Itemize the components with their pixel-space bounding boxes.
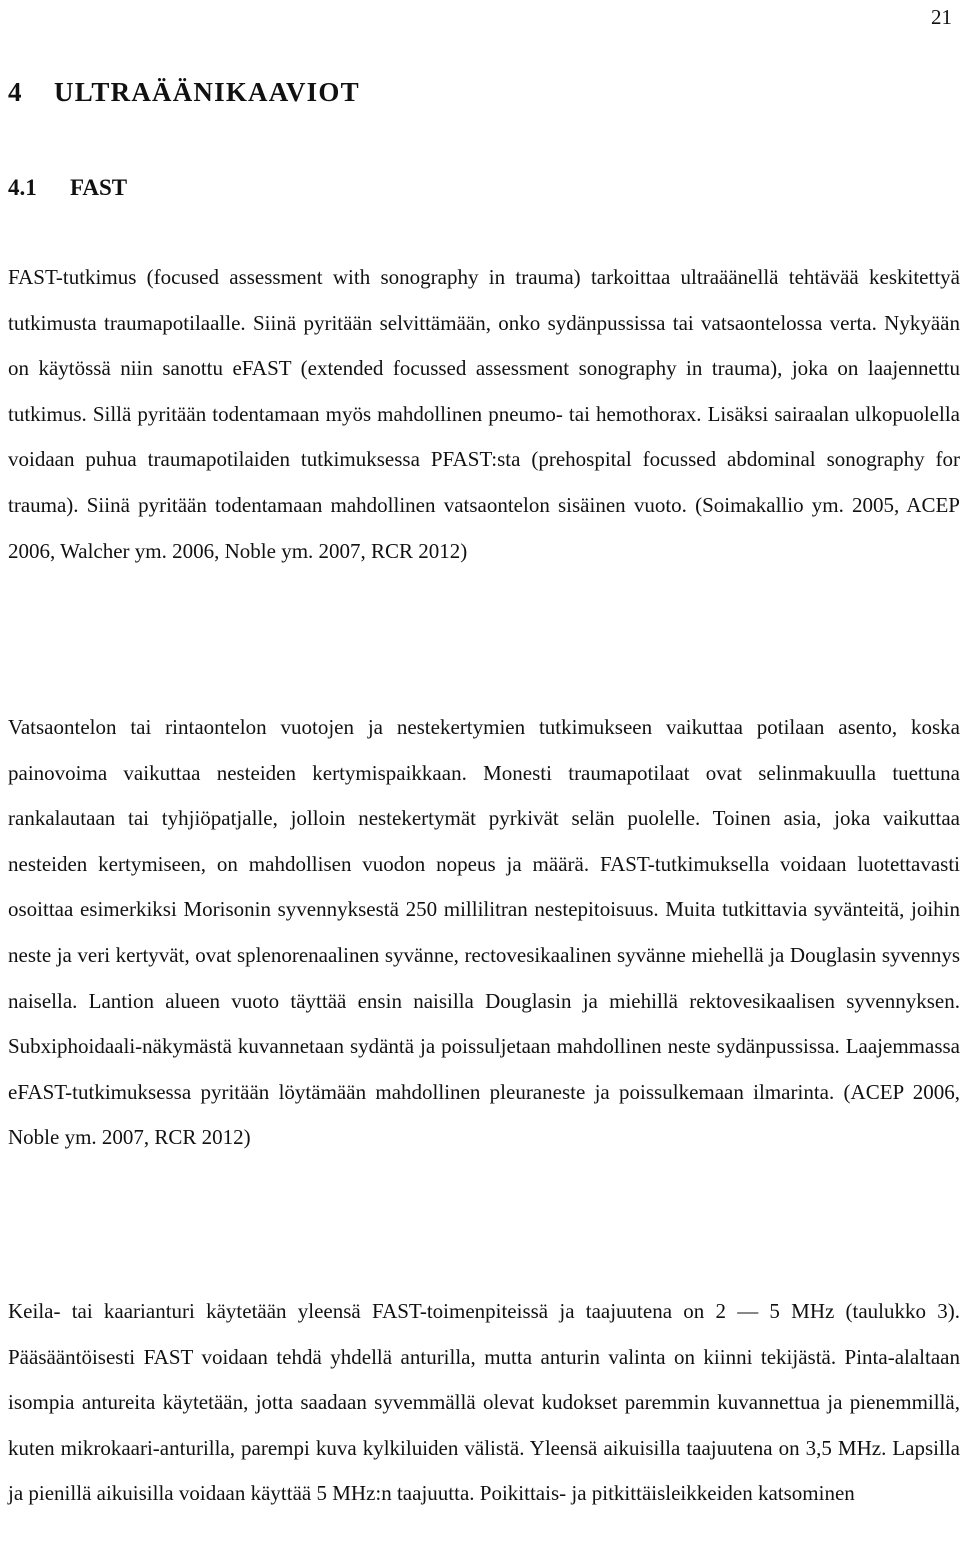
paragraph-fluid-accumulation: Vatsaontelon tai rintaontelon vuotojen ja nestekertymien tutkimukseen vaikuttaa potilaan asento, koska painovoima vaikuttaa nesteiden kertymispaikkaan. Monesti traumapotilaat ovat selinmakuulla tuettuna rankalautaan tai tyhjiöpatjalle, jolloin nestekertymät pyrkivät selän puolelle. Toinen asia, joka vaikuttaa nesteiden kertymiseen, on mahdollisen vuodon nopeus ja määrä. FAST-tutkimuksella voidaan luotettavasti osoittaa esimerkiksi Morisonin syvennyksestä 250 millilitran nestepitoisuus. Muita tutkittavia syvänteitä, joihin neste ja veri kertyvät, ovat splenorenaalinen syvänne, rectovesikaalinen syvänne miehellä ja Douglasin syvennys naisella. Lantion alueen vuoto täyttää ensin naisilla Douglasin ja miehillä rektovesikaalisen syvennyksen. Subxiphoidaali-näkymästä kuvannetaan sydäntä ja poissuljetaan mahdollinen neste sydänpussissa. Laajemmassa eFAST-tutkimuksessa pyritään löytämään mahdollinen pleuraneste ja poissulkemaan ilmarinta. (ACEP 2006, Noble ym. 2007, RCR 2012)	[8, 715, 960, 1150]
section-heading	[8, 172, 127, 204]
paragraph-probe-selection: Keila- tai kaarianturi käytetään yleensä FAST-toimenpiteissä ja taajuutena on 2 ― 5 MHz (taulukko 3). Pääsääntöisesti FAST voidaan tehdä yhdellä anturilla, mutta anturin valinta on kiinni tekijästä. Pinta-alaltaan isompia antureita käytetään, jotta saadaan syvemmällä olevat kudokset paremmin kuvannettua ja pienemmillä, kuten mikrokaari-anturilla, parempi kuva kylkiluiden välistä. Yleensä aikuisilla taajuutena on 3,5 MHz. Lapsilla ja pienillä aikuisilla voidaan käyttää 5 MHz:n taajuutta. Poikittais- ja pitkittäisleikkeiden katsominen	[8, 1299, 960, 1506]
chapter-number: 4	[8, 77, 23, 107]
chapter-heading	[8, 74, 360, 110]
section-number: 4.1	[8, 175, 37, 200]
page-number: 21	[931, 5, 952, 29]
paragraph-fast-definition: FAST-tutkimus (focused assessment with sonography in trauma) tarkoittaa ultraäänellä tehtävää keskitettyä tutkimusta traumapotilaalle. Siinä pyritään selvittämään, onko sydänpussissa tai vatsaontelossa verta. Nykyään on käytössä niin sanottu eFAST (extended focussed assessment sonography in trauma), joka on laajennettu tutkimus. Sillä pyritään todentamaan myös mahdollinen pneumo- tai hemothorax. Lisäksi sairaalan ulkopuolella voidaan puhua traumapotilaiden tutkimuksessa PFAST:sta (prehospital focussed abdominal sonography for trauma). Siinä pyritään todentamaan mahdollinen vatsaontelon sisäinen vuoto. (Soimakallio ym. 2005, ACEP 2006, Walcher ym. 2006, Noble ym. 2007, RCR 2012)	[8, 265, 960, 563]
chapter-title: ULTRAÄÄNIKAAVIOT	[54, 77, 360, 107]
section-title: FAST	[70, 175, 128, 200]
